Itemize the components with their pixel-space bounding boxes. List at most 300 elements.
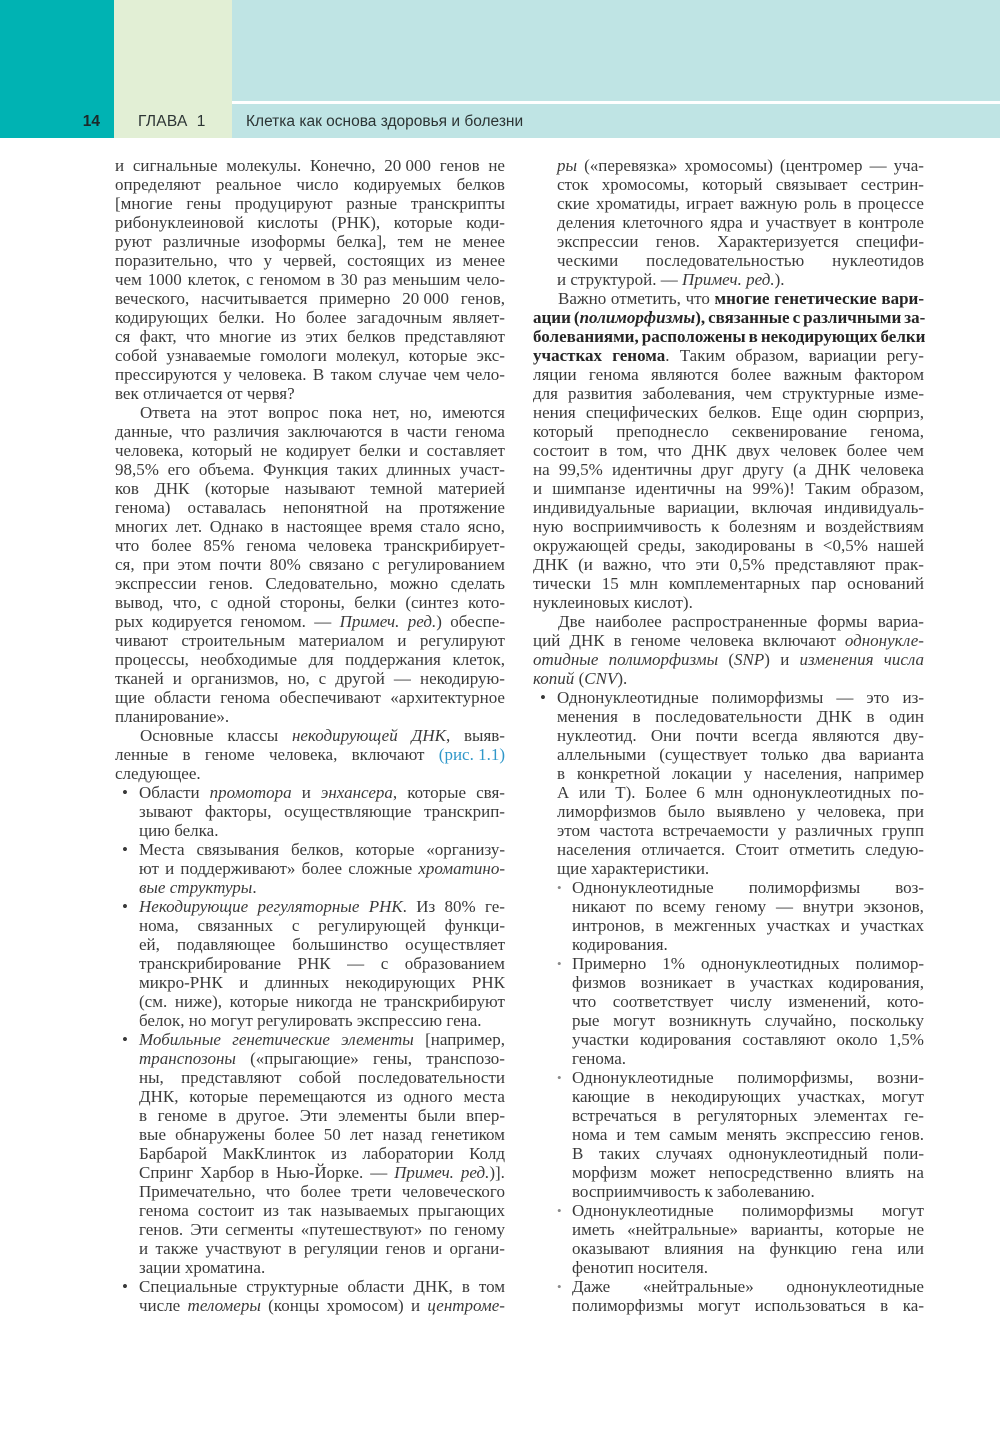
word xyxy=(265,973,329,992)
bold-text: за- xyxy=(904,308,926,327)
word xyxy=(557,707,618,726)
word xyxy=(764,764,842,783)
text-run: полиморфизмы xyxy=(572,1296,684,1315)
word xyxy=(139,1125,166,1144)
word xyxy=(602,574,619,593)
text-run: 20 000 xyxy=(384,156,431,175)
text-run: что, xyxy=(172,593,202,612)
word xyxy=(425,1030,505,1049)
word xyxy=(614,631,622,650)
word xyxy=(369,897,407,916)
word xyxy=(749,327,758,346)
word xyxy=(331,1144,347,1163)
text-run: так xyxy=(288,1201,312,1220)
text-run: которые xyxy=(835,1220,895,1239)
text-run: у xyxy=(777,821,787,840)
text-line xyxy=(533,973,924,992)
text-run: длинных xyxy=(386,460,452,479)
word xyxy=(818,612,868,631)
text-run: более xyxy=(274,1125,315,1144)
word xyxy=(139,1144,207,1163)
text-run: являет- xyxy=(452,308,505,327)
text-run: из- xyxy=(902,688,924,707)
text-run: клеточного xyxy=(622,213,704,232)
text-run: меньшим xyxy=(392,270,461,289)
word xyxy=(140,726,214,745)
word xyxy=(645,783,687,802)
word xyxy=(740,194,797,213)
word xyxy=(856,954,924,973)
word xyxy=(115,384,139,403)
text-run: нома xyxy=(572,1125,608,1144)
word xyxy=(572,1239,649,1258)
word xyxy=(461,289,505,308)
text-run: в xyxy=(218,1106,227,1125)
text-line xyxy=(533,460,924,479)
word xyxy=(165,859,174,878)
text-run: заболевания, xyxy=(642,384,736,403)
text-run: и xyxy=(533,479,543,498)
text-run: в xyxy=(461,1277,470,1296)
text-run: геноме xyxy=(204,745,255,764)
text-line xyxy=(115,707,505,726)
text-run: варианты, xyxy=(750,1220,824,1239)
text-run: Харбор xyxy=(200,1163,255,1182)
text-line xyxy=(115,1182,505,1201)
word xyxy=(288,669,310,688)
word xyxy=(533,517,563,536)
word xyxy=(765,1011,837,1030)
text-run: нуклеотидов xyxy=(832,251,924,270)
text-run: связанных xyxy=(197,916,274,935)
word xyxy=(314,612,331,631)
word xyxy=(746,270,784,289)
text-run: которые xyxy=(408,346,468,365)
word xyxy=(572,1296,683,1315)
text-run: однонуклеотидных xyxy=(752,783,892,802)
text-run: в xyxy=(880,1296,889,1315)
text-run: ясно, xyxy=(467,517,505,536)
text-run: генов. xyxy=(208,574,254,593)
word xyxy=(450,612,505,631)
word xyxy=(789,840,855,859)
text-run: менее xyxy=(462,232,505,251)
word xyxy=(559,460,603,479)
word xyxy=(210,517,263,536)
word xyxy=(743,460,784,479)
word xyxy=(115,156,124,175)
word xyxy=(468,517,505,536)
list-item-line xyxy=(115,783,505,802)
text-run: участках xyxy=(766,916,831,935)
word xyxy=(408,612,442,631)
text-run: восприимчивость xyxy=(572,1182,701,1201)
text-run: сложные xyxy=(348,859,413,878)
text-run: нуклеиновых xyxy=(533,593,630,612)
text-run: человек xyxy=(779,441,837,460)
text-line xyxy=(533,555,924,574)
bullet-icon: • xyxy=(122,1277,128,1296)
word xyxy=(880,1296,888,1315)
text-run: Нью-Йорке. xyxy=(275,1163,364,1182)
text-line xyxy=(533,498,924,517)
text-run: Однонуклеотидные xyxy=(557,688,699,707)
word xyxy=(283,498,368,517)
word xyxy=(599,1144,640,1163)
text-run: структурные xyxy=(246,1277,339,1296)
word xyxy=(638,1258,708,1277)
word xyxy=(865,840,924,859)
text-run: некодирующих xyxy=(670,1087,781,1106)
text-run: лет xyxy=(349,1125,374,1144)
text-line xyxy=(533,536,924,555)
text-run: таком xyxy=(330,365,373,384)
word xyxy=(780,650,789,669)
text-run: кодирования. xyxy=(572,935,668,954)
word xyxy=(466,213,505,232)
text-run: — xyxy=(370,1163,388,1182)
text-run: иметь xyxy=(572,1220,615,1239)
word xyxy=(841,916,850,935)
text-run: или xyxy=(897,1239,924,1258)
word xyxy=(115,764,201,783)
text-run: ей, xyxy=(139,935,160,954)
text-run: транспозо- xyxy=(426,1049,505,1068)
word xyxy=(424,802,505,821)
text-run: генов. xyxy=(655,232,700,251)
bold-text: ( xyxy=(573,308,580,327)
text-run: развития xyxy=(568,384,633,403)
text-run: генома, xyxy=(869,422,924,441)
text-run: генома xyxy=(246,536,297,555)
word xyxy=(797,1087,865,1106)
word xyxy=(115,441,183,460)
word xyxy=(115,194,173,213)
text-run: В xyxy=(312,365,325,384)
text-line xyxy=(115,1068,505,1087)
header-divider xyxy=(232,101,1000,104)
text-run: хроматина. xyxy=(184,1258,266,1277)
text-run: генов, xyxy=(460,289,505,308)
text-run: число xyxy=(296,175,339,194)
word xyxy=(301,1220,422,1239)
word xyxy=(115,517,168,536)
text-run: (см. xyxy=(139,992,168,1011)
text-run: в xyxy=(843,194,852,213)
text-line xyxy=(533,802,924,821)
text-line xyxy=(533,270,924,289)
word xyxy=(228,251,252,270)
text-run: нет, xyxy=(372,403,400,422)
text-run: примерно xyxy=(319,289,391,308)
word xyxy=(749,878,860,897)
text-run: Таким xyxy=(805,479,851,498)
word xyxy=(732,422,847,441)
text-run: зывают xyxy=(139,802,193,821)
word xyxy=(533,479,542,498)
word xyxy=(143,384,223,403)
word xyxy=(388,555,505,574)
word xyxy=(225,1220,293,1239)
word xyxy=(655,916,663,935)
text-run: Они xyxy=(650,726,682,745)
word xyxy=(884,650,924,669)
word xyxy=(591,859,709,878)
word xyxy=(410,403,432,422)
chapter-word: ГЛАВА xyxy=(138,113,188,130)
text-run: не xyxy=(434,232,452,251)
word xyxy=(661,270,678,289)
word xyxy=(843,194,851,213)
text-run: осуществляющие xyxy=(284,802,412,821)
text-run: состоящих xyxy=(347,251,425,270)
figure-link[interactable]: (рис. 1.1) xyxy=(438,745,505,764)
text-run: тем xyxy=(397,232,424,251)
text-run: случаях xyxy=(655,1144,713,1163)
word xyxy=(115,308,208,327)
text-run: кодирует xyxy=(285,441,351,460)
word xyxy=(300,1182,341,1201)
word xyxy=(656,232,700,251)
text-line xyxy=(115,916,505,935)
text-run: области xyxy=(347,1277,405,1296)
text-run: однонуклеотидные xyxy=(786,1277,924,1296)
word xyxy=(669,1125,717,1144)
word xyxy=(139,1049,236,1068)
text-run: кодируется xyxy=(151,612,233,631)
text-run: могут xyxy=(210,1011,253,1030)
word xyxy=(440,156,480,175)
word xyxy=(261,441,278,460)
text-run: (а xyxy=(792,460,807,479)
word xyxy=(199,460,255,479)
text-run: при xyxy=(897,802,924,821)
text-run: возни- xyxy=(877,1068,924,1087)
bold-text: ации xyxy=(533,308,571,327)
word xyxy=(730,992,772,1011)
italic-text: Некодирующие xyxy=(139,897,249,916)
text-run: поли- xyxy=(883,1144,924,1163)
list-item-line xyxy=(115,1277,505,1296)
word xyxy=(429,1220,447,1239)
text-run: образом, xyxy=(735,346,799,365)
text-run: случае xyxy=(378,365,427,384)
word xyxy=(174,821,218,840)
word xyxy=(115,251,218,270)
word xyxy=(175,1125,265,1144)
text-run: геноме xyxy=(157,1106,208,1125)
italic-text: отидные xyxy=(533,650,599,669)
word xyxy=(533,536,628,555)
text-run: или xyxy=(578,783,606,802)
text-run: в xyxy=(655,916,664,935)
word xyxy=(336,346,400,365)
word xyxy=(180,859,295,878)
word xyxy=(139,840,185,859)
text-run: генов xyxy=(439,156,480,175)
word xyxy=(300,1106,328,1125)
text-line xyxy=(115,878,505,897)
text-line xyxy=(115,802,505,821)
text-run: преподнесло xyxy=(616,422,709,441)
word xyxy=(572,1277,610,1296)
text-line xyxy=(533,213,924,232)
text-line xyxy=(533,650,924,669)
text-line xyxy=(533,289,924,308)
text-run: и xyxy=(806,517,816,536)
word xyxy=(880,1125,924,1144)
word xyxy=(319,289,390,308)
word xyxy=(235,194,333,213)
text-run: реальное xyxy=(215,175,282,194)
word xyxy=(263,460,328,479)
text-run: длинных xyxy=(264,973,330,992)
word xyxy=(347,251,425,270)
word xyxy=(319,669,327,688)
text-run: например xyxy=(854,764,924,783)
text-run: влиять xyxy=(845,1163,895,1182)
text-line xyxy=(533,384,924,403)
word xyxy=(263,1201,279,1220)
text-run: Конечно, xyxy=(309,156,376,175)
word xyxy=(115,593,163,612)
word xyxy=(341,1030,414,1049)
text-run: ДНК, xyxy=(413,1277,453,1296)
text-run: один xyxy=(812,403,848,422)
text-run: вариа- xyxy=(877,612,924,631)
word xyxy=(190,1220,218,1239)
text-line xyxy=(115,1239,505,1258)
word xyxy=(836,1030,877,1049)
word xyxy=(409,346,468,365)
word xyxy=(246,536,296,555)
bold-text: с xyxy=(792,308,801,327)
text-run: области xyxy=(154,688,211,707)
word xyxy=(894,726,924,745)
word xyxy=(201,289,307,308)
text-run: большинство xyxy=(292,935,389,954)
text-run: дву- xyxy=(893,726,924,745)
word xyxy=(351,1182,391,1201)
text-run: ниже), xyxy=(174,992,222,1011)
text-run: чивают xyxy=(115,631,168,650)
text-run: поскольку xyxy=(849,1011,924,1030)
word xyxy=(557,251,618,270)
word xyxy=(115,422,173,441)
text-run: «нейтральные» xyxy=(627,1220,739,1239)
text-run: кодирующих xyxy=(115,308,209,327)
word xyxy=(615,783,635,802)
text-run: и xyxy=(749,213,759,232)
word xyxy=(115,555,135,574)
text-run: индивидуаль- xyxy=(824,498,924,517)
word xyxy=(420,631,505,650)
list-item-line xyxy=(533,954,924,973)
word xyxy=(115,536,139,555)
text-run: — xyxy=(314,612,332,631)
text-run: ДНК xyxy=(569,631,605,650)
italic-text: Примеч. xyxy=(682,270,742,289)
text-run: гены xyxy=(186,194,222,213)
word xyxy=(304,1239,378,1258)
text-run: имеются xyxy=(442,403,505,422)
word xyxy=(373,1049,412,1068)
text-run: изме- xyxy=(884,384,924,403)
text-run: и xyxy=(410,1296,421,1315)
text-run: факторы, xyxy=(205,802,272,821)
text-line xyxy=(115,612,505,631)
text-run: важную xyxy=(739,194,798,213)
text-run: стало xyxy=(420,517,460,536)
word xyxy=(115,650,189,669)
word xyxy=(260,346,327,365)
bold-text: белки xyxy=(880,327,926,346)
text-run: секвенирование xyxy=(731,422,848,441)
text-line xyxy=(533,479,924,498)
text-run: морфизм xyxy=(572,1163,638,1182)
word xyxy=(198,1201,254,1220)
text-run: элементах xyxy=(813,1106,888,1125)
text-run: элементы xyxy=(338,1106,408,1125)
text-run: который xyxy=(191,441,253,460)
text-run: 80% xyxy=(444,897,476,916)
word xyxy=(822,745,846,764)
word xyxy=(775,555,875,574)
text-run: у xyxy=(743,764,753,783)
word xyxy=(166,346,250,365)
text-run: ( xyxy=(578,669,585,688)
word xyxy=(823,536,868,555)
word xyxy=(139,821,170,840)
text-line xyxy=(115,441,505,460)
word xyxy=(433,1239,442,1258)
word xyxy=(617,441,647,460)
text-run: не xyxy=(260,441,278,460)
word xyxy=(381,954,389,973)
bold-text: некодирующих xyxy=(760,327,878,346)
text-run: ций xyxy=(533,631,561,650)
word xyxy=(305,327,337,346)
text-line xyxy=(533,631,924,650)
word xyxy=(139,1258,181,1277)
text-run: аллельными xyxy=(557,745,646,764)
word xyxy=(809,346,877,365)
text-run: полиморфизмы xyxy=(711,688,824,707)
word xyxy=(382,1125,422,1144)
word xyxy=(832,251,924,270)
word xyxy=(595,612,661,631)
word xyxy=(139,1106,147,1125)
word xyxy=(780,441,837,460)
bullet-icon: • xyxy=(540,688,546,707)
word xyxy=(196,840,279,859)
text-run: идентичны xyxy=(635,479,716,498)
word xyxy=(786,1125,871,1144)
bullet-icon: • xyxy=(122,897,128,916)
text-run: который xyxy=(533,422,594,441)
text-run: что xyxy=(228,251,253,270)
word xyxy=(115,669,164,688)
text-run: обнаружены xyxy=(175,1125,266,1144)
text-run: кодирования, xyxy=(828,973,924,992)
word xyxy=(882,1087,924,1106)
text-run: Таким xyxy=(679,346,726,365)
word xyxy=(321,783,397,802)
text-line xyxy=(115,631,505,650)
word xyxy=(717,232,839,251)
word xyxy=(599,441,607,460)
text-run: раз xyxy=(363,270,387,289)
